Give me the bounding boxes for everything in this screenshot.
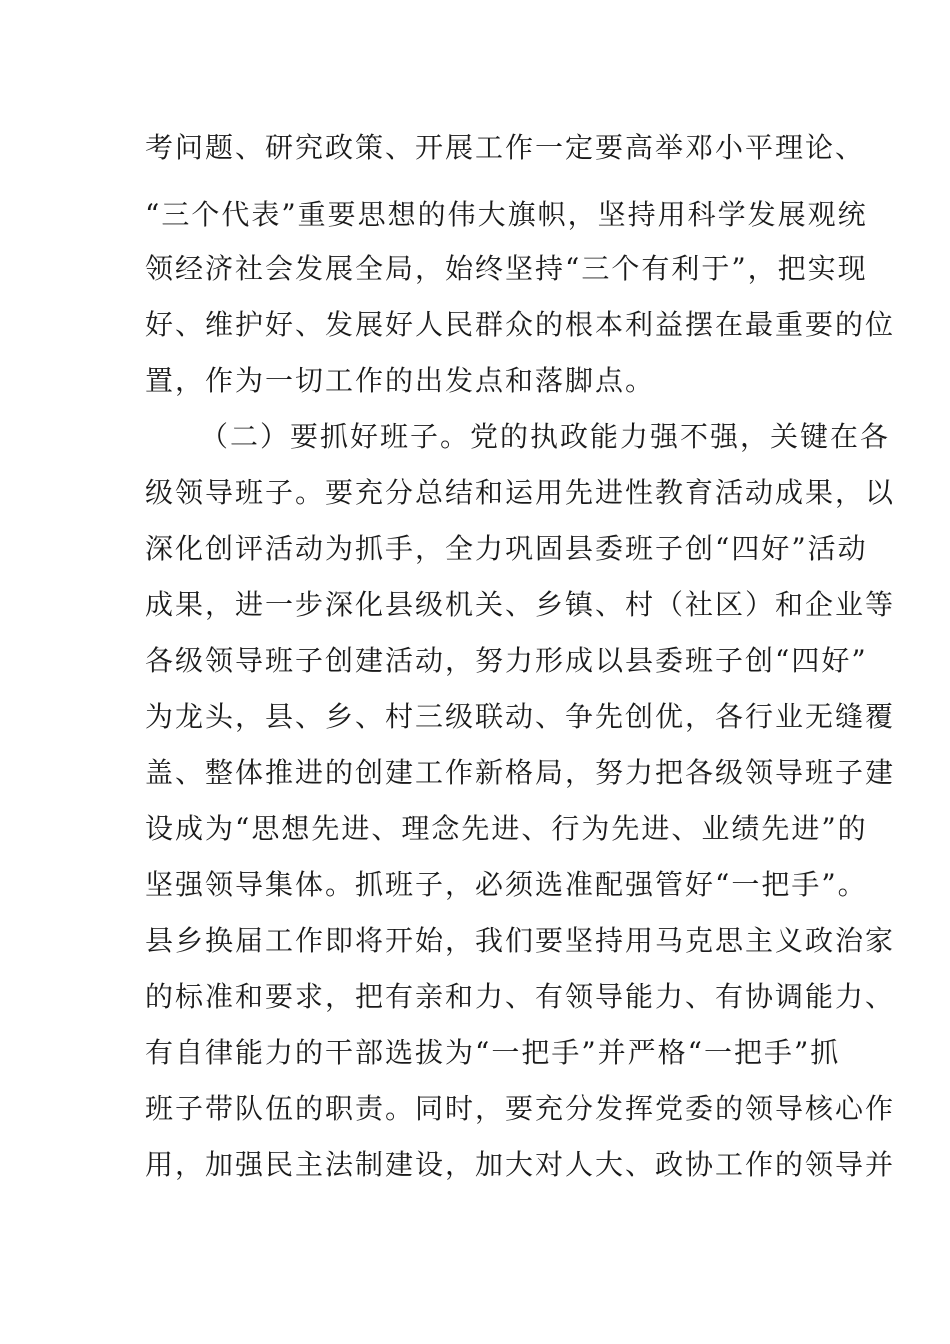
text-line: 领经济社会发展全局，始终坚持“三个有利于”，把实现	[145, 252, 868, 285]
text-line: 盖、整体推进的创建工作新格局，努力把各级领导班子建	[145, 756, 896, 789]
text-line: 坚强领导集体。抓班子，必须选准配强管好“一把手”。	[145, 868, 868, 901]
text-line: 各级领导班子创建活动，努力形成以县委班子创“四好”	[145, 644, 868, 677]
text-line: 级领导班子。要充分总结和运用先进性教育活动成果，以	[145, 476, 896, 509]
text-line: 班子带队伍的职责。同时，要充分发挥党委的领导核心作	[145, 1092, 896, 1125]
text-line: 深化创评活动为抓手，全力巩固县委班子创“四好”活动	[145, 532, 868, 565]
text-line: 置，作为一切工作的出发点和落脚点。	[145, 364, 656, 397]
text-line: 有自律能力的干部选拔为“一把手”并严格“一把手”抓	[145, 1036, 841, 1069]
text-line: 设成为“思想先进、理念先进、行为先进、业绩先进”的	[145, 812, 868, 845]
text-line: 县乡换届工作即将开始，我们要坚持用马克思主义政治家	[145, 924, 896, 957]
text-line: 为龙头，县、乡、村三级联动、争先创优，各行业无缝覆	[145, 700, 896, 733]
text-line: “三个代表”重要思想的伟大旗帜，坚持用科学发展观统	[145, 198, 868, 231]
text-line: 考问题、研究政策、开展工作一定要高举邓小平理论、	[145, 131, 866, 164]
section-heading-line: （二）要抓好班子。党的执政能力强不强，关键在各	[200, 420, 891, 453]
text-line: 用，加强民主法制建设，加大对人大、政协工作的领导并	[145, 1148, 896, 1181]
text-line: 好、维护好、发展好人民群众的根本利益摆在最重要的位	[145, 308, 896, 341]
text-line: 成果，进一步深化县级机关、乡镇、村（社区）和企业等	[145, 588, 896, 621]
text-line: 的标准和要求，把有亲和力、有领导能力、有协调能力、	[145, 980, 896, 1013]
